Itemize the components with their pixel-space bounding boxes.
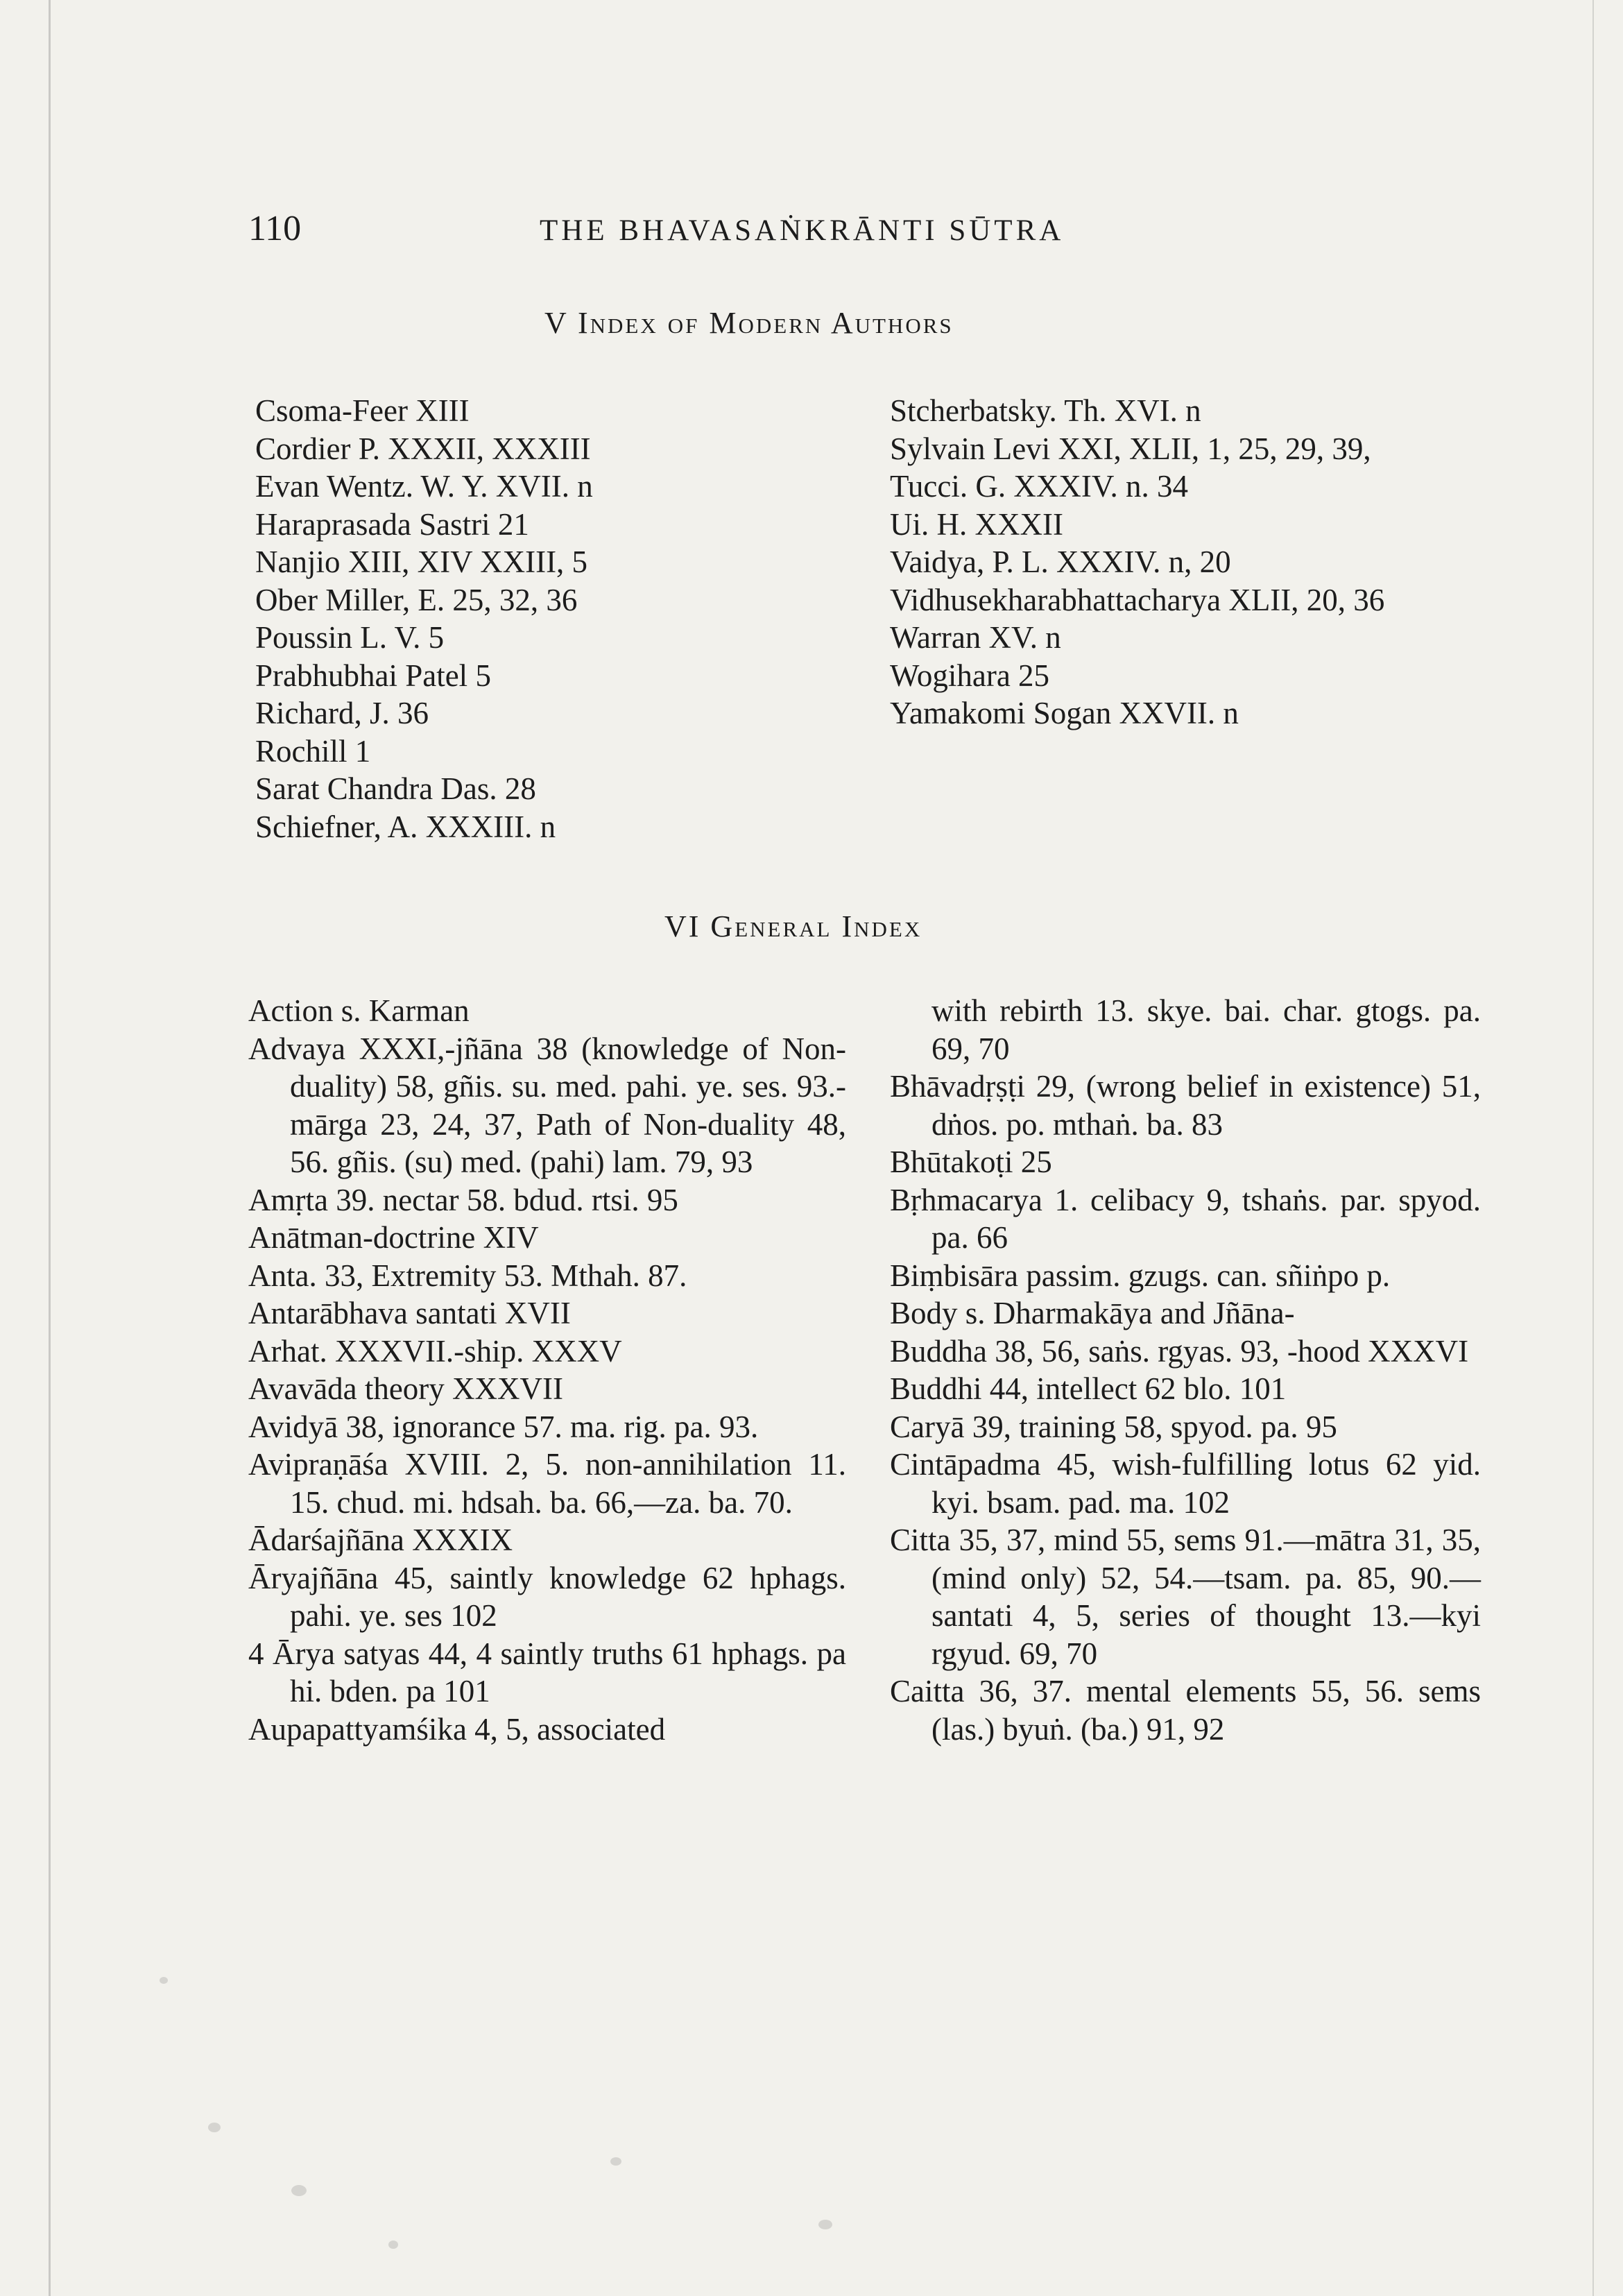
- index-entry: Yamakomi Sogan XXVII. n: [890, 696, 1239, 730]
- index-entry: Vidhusekharabhattacharya XLII, 20, 36: [890, 582, 1385, 617]
- index-entry: Stcherbatsky. Th. XVI. n: [890, 393, 1201, 428]
- index-entry: Aupapattyamśika 4, 5, associated: [248, 1711, 666, 1747]
- section-title-authors: V Index of Modern Authors: [544, 306, 954, 340]
- index-entry: Prabhubhai Patel 5: [255, 658, 491, 693]
- index-entry-continued: with rebirth 13. skye. bai. char. gtogs. pa. 69, 70: [931, 993, 1481, 1066]
- index-entry: Cordier P. XXXII, XXXIII: [255, 431, 591, 466]
- scan-noise: [291, 2185, 307, 2196]
- index-entry: Warran XV. n: [890, 620, 1061, 655]
- index-entry: Csoma-Feer XIII: [255, 393, 470, 428]
- index-entry: Caryā 39, training 58, spyod. pa. 95: [890, 1409, 1337, 1444]
- scan-noise: [610, 2157, 621, 2166]
- authors-list-right: [890, 392, 1486, 733]
- scan-noise: [160, 1977, 168, 1984]
- index-entry: Buddha 38, 56, saṅs. rgyas. 93, -hood XXXVI: [890, 1333, 1469, 1369]
- index-entry: Action s. Karman: [248, 993, 470, 1028]
- index-entry: Tucci. G. XXXIV. n. 34: [890, 469, 1189, 504]
- index-entry: Poussin L. V. 5: [255, 620, 445, 655]
- general-index-right: [890, 992, 1481, 1748]
- scan-noise: [388, 2241, 398, 2249]
- index-entry: Bṛhmacarya 1. celibacy 9, tshaṅs. par. spyod. pa. 66: [890, 1182, 1481, 1255]
- running-title: THE BHAVASAṄKRĀNTI SŪTRA: [540, 214, 1065, 247]
- index-entry: Ui. H. XXXII: [890, 506, 1063, 542]
- index-entry: Evan Wentz. W. Y. XVII. n: [255, 469, 593, 504]
- index-entry: Āryajñāna 45, saintly knowledge 62 hphags. pahi. ye. ses 102: [248, 1560, 846, 1633]
- scan-noise: [818, 2220, 832, 2229]
- section-title-general: VI General Index: [664, 909, 922, 943]
- index-entry: Sylvain Levi XXI, XLII, 1, 25, 29, 39,: [890, 431, 1371, 466]
- scan-noise: [208, 2123, 221, 2132]
- index-entry: Haraprasada Sastri 21: [255, 506, 529, 542]
- index-entry: Biṃbisāra passim. gzugs. can. sñiṅpo p.: [890, 1258, 1391, 1293]
- index-entry: Rochill 1: [255, 733, 371, 769]
- index-entry: Buddhi 44, intellect 62 blo. 101: [890, 1371, 1287, 1406]
- index-entry: Vaidya, P. L. XXXIV. n, 20: [890, 545, 1231, 579]
- index-entry: Nanjio XIII, XIV XXIII, 5: [255, 545, 588, 579]
- index-entry: Avipraṇāśa XVIII. 2, 5. non-annihilation 11. 15. chud. mi. hdsah. ba. 66,—za. ba. 70.: [248, 1447, 846, 1520]
- index-entry: Schiefner, A. XXXIII. n: [255, 809, 556, 844]
- index-entry: Avidyā 38, ignorance 57. ma. rig. pa. 93.: [248, 1409, 759, 1444]
- index-entry: Body s. Dharmakāya and Jñāna-: [890, 1296, 1295, 1330]
- index-entry: Ādarśajñāna XXXIX: [248, 1523, 513, 1557]
- index-entry: Anta. 33, Extremity 53. Mthah. 87.: [248, 1258, 687, 1293]
- index-entry: Antarābhava santati XVII: [248, 1296, 571, 1330]
- index-entry: Amṛta 39. nectar 58. bdud. rtsi. 95: [248, 1182, 678, 1217]
- index-entry: Sarat Chandra Das. 28: [255, 771, 536, 806]
- index-entry: Richard, J. 36: [255, 696, 429, 730]
- index-entry: Caitta 36, 37. mental elements 55, 56. sems (las.) byuṅ. (ba.) 91, 92: [890, 1674, 1481, 1747]
- index-entry: 4 Ārya satyas 44, 4 saintly truths 61 hphags. pa hi. bden. pa 101: [248, 1636, 846, 1708]
- page-header: [248, 208, 1427, 271]
- index-entry: Bhāvadṛṣṭi 29, (wrong belief in existence) 51, dṅos. po. mthaṅ. ba. 83: [890, 1069, 1481, 1142]
- authors-list-left: [255, 392, 838, 846]
- index-entry: Ober Miller, E. 25, 32, 36: [255, 582, 578, 617]
- index-entry: Arhat. XXXVII.-ship. XXXV: [248, 1333, 622, 1369]
- page-number: 110: [248, 209, 302, 248]
- index-entry: Bhūtakoṭi 25: [890, 1145, 1052, 1179]
- index-entry: Advaya XXXI,-jñāna 38 (knowledge of Non-duality) 58, gñis. su. med. pahi. ye. ses. 93.-mārga 23, 24, 37, Path of Non-duality 48, 56. gñis. (su) med. (pahi) lam. 79, 93: [248, 1031, 846, 1179]
- index-entry: Avavāda theory XXXVII: [248, 1371, 563, 1406]
- scan-edge-left: [49, 0, 51, 2296]
- index-entry: Anātman-doctrine XIV: [248, 1220, 539, 1255]
- index-entry: Wogihara 25: [890, 658, 1050, 693]
- index-entry: Cintāpadma 45, wish-fulfilling lotus 62 yid. kyi. bsam. pad. ma. 102: [890, 1447, 1481, 1520]
- general-index-left: [248, 992, 846, 1748]
- scan-edge-right: [1592, 0, 1594, 2296]
- index-entry: Citta 35, 37, mind 55, sems 91.—mātra 31, 35, (mind only) 52, 54.—tsam. pa. 85, 90.—santati 4, 5, series of thought 13.—kyi rgyud. 69, 70: [890, 1523, 1481, 1671]
